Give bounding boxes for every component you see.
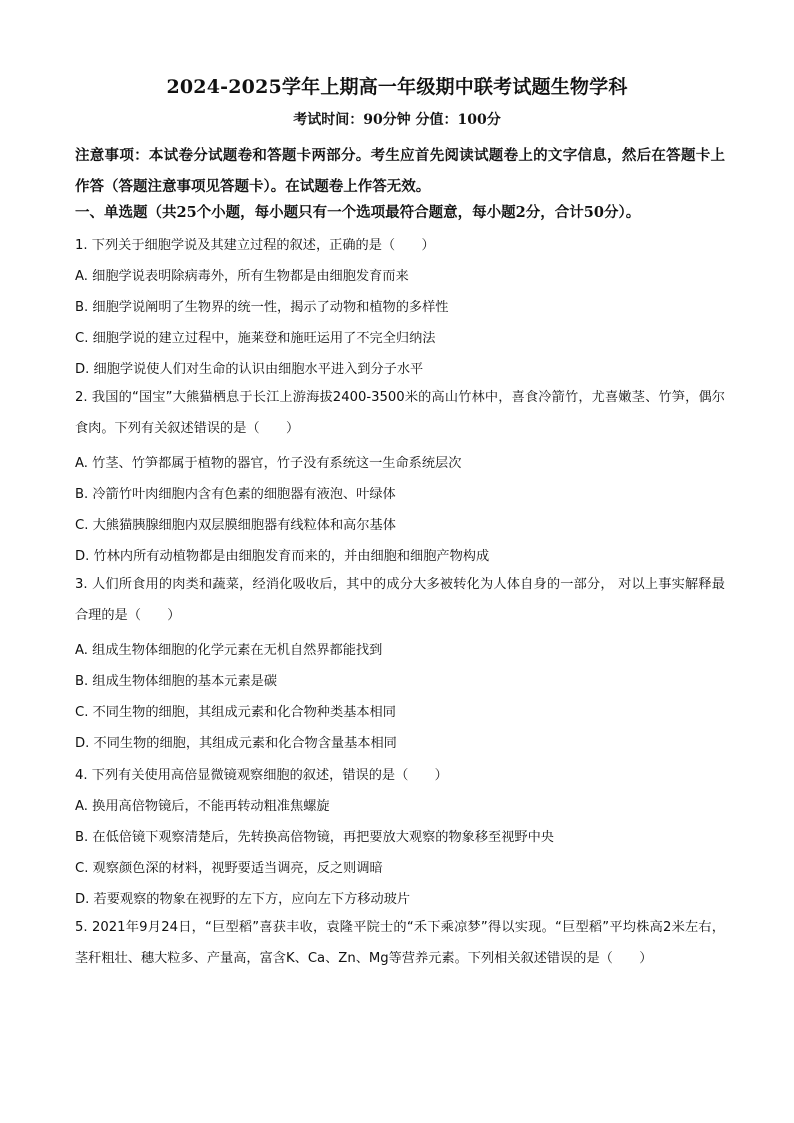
question-3-option-b: B. 组成生物体细胞的基本元素是碳 [75, 674, 278, 689]
question-4-option-b: B. 在低倍镜下观察清楚后，先转换高倍物镜，再把要放大观察的物象移至视野中央 [75, 830, 554, 845]
question-stem-2: 2. 我国的“国宝”大熊猫栖息于长江上游海拔2400-3500米的高山竹林中，喜食冷箭竹，尤喜嫩茎、竹笋，偶尔食肉。下列有关叙述错误的是（ ） [75, 390, 725, 436]
exam-title: 2024-2025学年上期高一年级期中联考试题生物学科 [166, 76, 628, 98]
question-1-option-c: C. 细胞学说的建立过程中，施莱登和施旺运用了不完全归纳法 [75, 331, 436, 346]
question-2-option-c: C. 大熊猫胰腺细胞内双层膜细胞器有线粒体和高尔基体 [75, 518, 396, 533]
question-stem-3: 3. 人们所食用的肉类和蔬菜，经消化吸收后，其中的成分大多被转化为人体自身的一部分， 对以上事实解释最合理的是（ ） [75, 577, 725, 623]
exam-subtitle: 考试时间：90分钟 分值：100分 [293, 112, 501, 128]
question-stem-4: 4. 下列有关使用高倍显微镜观察细胞的叙述，错误的是（ ） [75, 768, 448, 783]
question-4-option-a: A. 换用高倍物镜后，不能再转动粗准焦螺旋 [75, 799, 330, 814]
question-2-option-d: D. 竹林内所有动植物都是由细胞发育而来的，并由细胞和细胞产物构成 [75, 549, 490, 564]
section-heading: 一、单选题（共25个小题，每小题只有一个选项最符合题意，每小题2分，合计50分）。 [75, 204, 641, 221]
question-3-option-c: C. 不同生物的细胞，其组成元素和化合物种类基本相同 [75, 705, 396, 720]
question-4-option-d: D. 若要观察的物象在视野的左下方，应向左下方移动玻片 [75, 892, 411, 907]
question-4-option-c: C. 观察颜色深的材料，视野要适当调亮，反之则调暗 [75, 861, 383, 876]
question-1-option-d: D. 细胞学说使人们对生命的认识由细胞水平进入到分子水平 [75, 362, 424, 377]
question-2-option-a: A. 竹茎、竹笋都属于植物的器官，竹子没有系统这一生命系统层次 [75, 456, 462, 471]
exam-notice: 注意事项：本试卷分试题卷和答题卡两部分。考生应首先阅读试题卷上的文字信息，然后在答题卡上作答（答题注意事项见答题卡）。在试题卷上作答无效。 [75, 147, 725, 195]
question-2-option-b: B. 冷箭竹叶肉细胞内含有色素的细胞器有液泡、叶绿体 [75, 487, 396, 502]
question-3-option-a: A. 组成生物体细胞的化学元素在无机自然界都能找到 [75, 643, 383, 658]
question-3-option-d: D. 不同生物的细胞，其组成元素和化合物含量基本相同 [75, 736, 397, 751]
question-1-option-b: B. 细胞学说阐明了生物界的统一性，揭示了动物和植物的多样性 [75, 300, 449, 315]
question-stem-1: 1. 下列关于细胞学说及其建立过程的叙述，正确的是（ ） [75, 238, 435, 253]
question-stem-5: 5. 2021年9月24日，“巨型稻”喜获丰收，袁隆平院士的“禾下乘凉梦”得以实现。“巨型稻”平均株高2米左右，茎秆粗壮、穗大粒多、产量高，富含K、Ca、Zn、Mg等营养元素。下列相关叙述错误的是（ ） [75, 920, 725, 966]
question-1-option-a: A. 细胞学说表明除病毒外，所有生物都是由细胞发育而来 [75, 269, 409, 284]
